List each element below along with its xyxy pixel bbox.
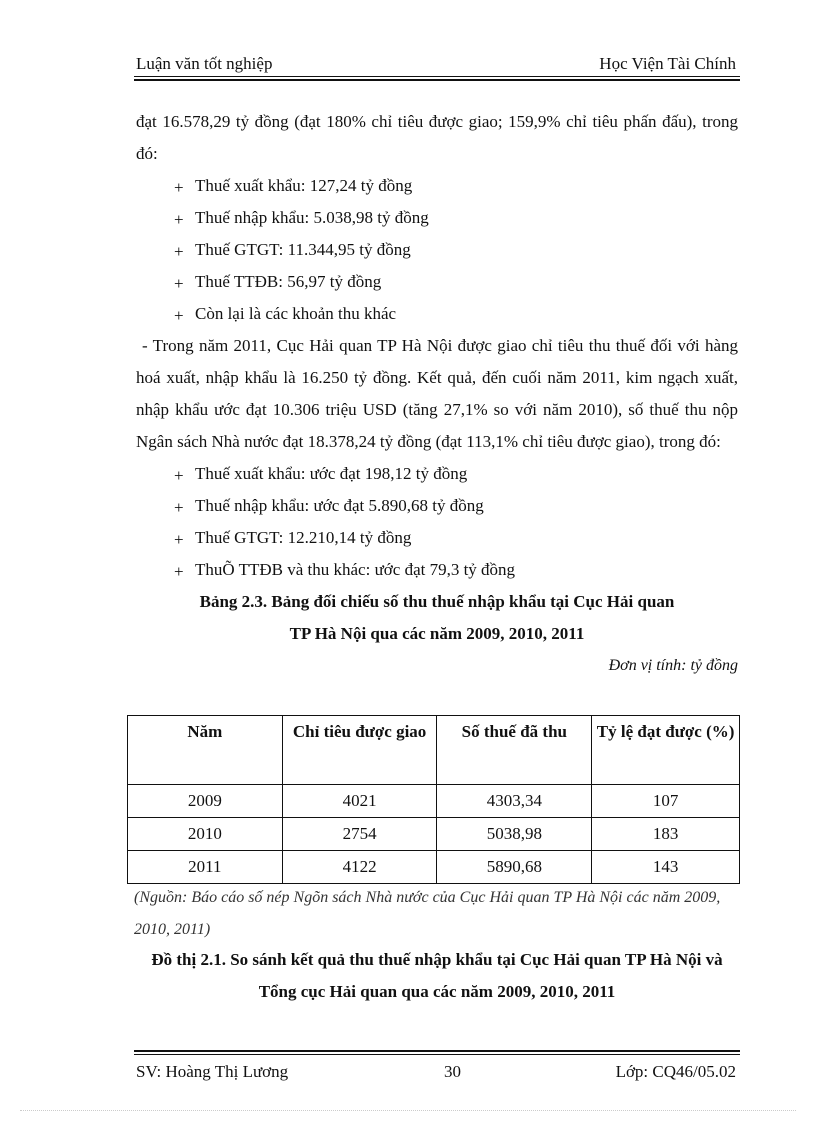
list-item: + Thuế nhập khẩu: ước đạt 5.890,68 tỷ đồng [136, 490, 738, 522]
cell-collected: 5890,68 [437, 851, 592, 884]
cell-year: 2009 [128, 785, 283, 818]
footer-rule [134, 1054, 740, 1055]
table-source-note: (Nguồn: Báo cáo số nép Ngõn sách Nhà nước của Cục Hải quan TP Hà Nội các năm 2009, 2010, 2011) [134, 889, 721, 938]
plus-icon: + [174, 242, 184, 261]
header-thesis-label: Luận văn tốt nghiệp [136, 54, 273, 73]
plus-icon: + [174, 306, 184, 325]
paragraph-intro: đạt 16.578,29 tỷ đồng (đạt 180% chỉ tiêu được giao; 159,9% chỉ tiêu phấn đấu), trong đó: [136, 112, 738, 163]
cell-year: 2010 [128, 818, 283, 851]
cell-year: 2011 [128, 851, 283, 884]
tax-comparison-table [127, 715, 740, 884]
list-item: + Còn lại là các khoản thu khác [136, 298, 738, 330]
header-rule-thick [134, 79, 740, 81]
chart-caption: Đồ thị 2.1. So sánh kết quả thu thuế nhập khẩu tại Cục Hải quan TP Hà Nội và Tổng cục Hải quan qua các năm 2009, 2010, 2011 [151, 950, 723, 1001]
cell-target: 4021 [282, 785, 437, 818]
cell-target: 4122 [282, 851, 437, 884]
col-header-collected: Số thuế đã thu [437, 716, 592, 785]
plus-icon: + [174, 210, 184, 229]
footer-student: SV: Hoàng Thị Lương [136, 1062, 289, 1081]
plus-icon: + [174, 530, 184, 549]
list-item: + Thuế xuất khẩu: ước đạt 198,12 tỷ đồng [136, 458, 738, 490]
cell-rate: 143 [592, 851, 740, 884]
cell-rate: 183 [592, 818, 740, 851]
table-row [128, 785, 740, 818]
footer-rule-thick [134, 1050, 740, 1052]
list-item: + Thuế TTĐB: 56,97 tỷ đồng [136, 266, 738, 298]
cell-target: 2754 [282, 818, 437, 851]
table-header-row [128, 716, 740, 785]
header-institution: Học Viện Tài Chính [599, 54, 736, 73]
plus-icon: + [174, 178, 184, 197]
col-header-rate: Tỷ lệ đạt được (%) [592, 716, 740, 785]
plus-icon: + [174, 498, 184, 517]
list-item: + Thuế nhập khẩu: 5.038,98 tỷ đồng [136, 202, 738, 234]
paragraph-2011: - Trong năm 2011, Cục Hải quan TP Hà Nội được giao chỉ tiêu thu thuế đối với hàng hoá xuất, nhập khẩu là 16.250 tỷ đồng. Kết quả, đến cuối năm 2011, kim ngạch xuất, nhập khẩu ước đạt 10.306 triệu USD (tăng 27,1% so với năm 2010), số thuế thu nộp Ngân sách Nhà nước đạt 18.378,24 tỷ đồng (đạt 113,1% chỉ tiêu được giao), trong đó: [136, 336, 738, 451]
cell-rate: 107 [592, 785, 740, 818]
cell-collected: 5038,98 [437, 818, 592, 851]
table-row [128, 818, 740, 851]
page-number: 30 [444, 1062, 461, 1081]
table-title: Bảng 2.3. Bảng đối chiếu số thu thuế nhập khẩu tại Cục Hải quan TP Hà Nội qua các năm 2009, 2010, 2011 [199, 592, 675, 643]
unit-label: Đơn vị tính: tỷ đồng [608, 657, 738, 674]
list-item: + Thuế GTGT: 12.210,14 tỷ đồng [136, 522, 738, 554]
list-item: + Thuế xuất khẩu: 127,24 tỷ đồng [136, 170, 738, 202]
list-item: + Thuế GTGT: 11.344,95 tỷ đồng [136, 234, 738, 266]
table-row [128, 851, 740, 884]
col-header-year: Năm [128, 716, 283, 785]
plus-icon: + [174, 274, 184, 293]
page-header [134, 52, 740, 80]
cell-collected: 4303,34 [437, 785, 592, 818]
list-item: + ThuÕ TTĐB và thu khác: ước đạt 79,3 tỷ đồng [136, 554, 738, 586]
footer-class: Lớp: CQ46/05.02 [615, 1062, 736, 1081]
plus-icon: + [174, 562, 184, 581]
plus-icon: + [174, 466, 184, 485]
page-body [136, 106, 738, 682]
page-footer [134, 1050, 740, 1090]
header-rule [134, 76, 740, 77]
page-edge-divider [20, 1110, 796, 1111]
col-header-target: Chỉ tiêu được giao [282, 716, 437, 785]
